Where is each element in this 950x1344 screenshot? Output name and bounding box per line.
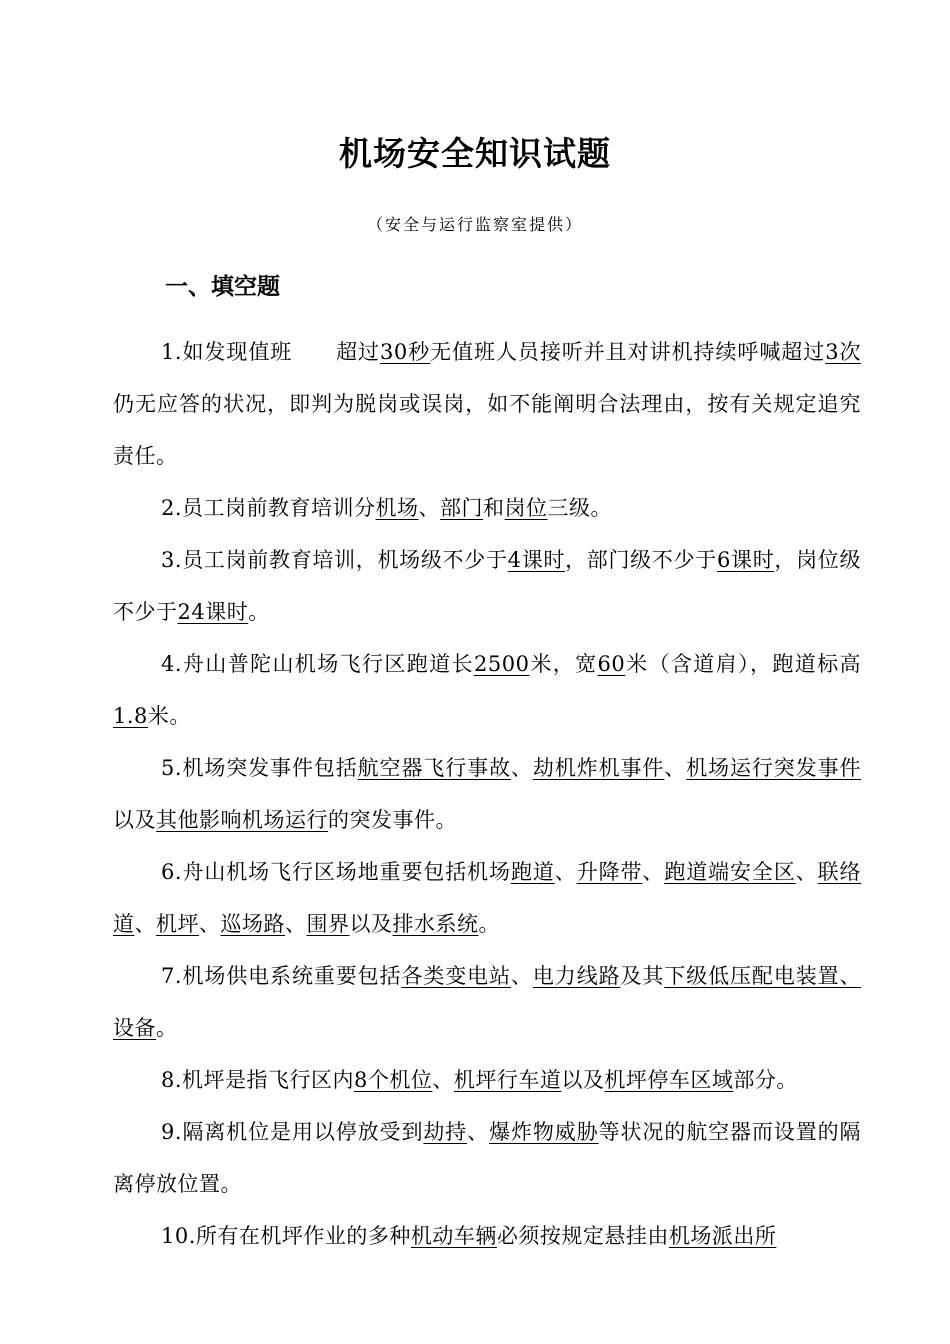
page-subtitle: （安全与运行监察室提供） (366, 215, 583, 234)
question-text: 、 (795, 860, 818, 884)
question-text: 4.舟山普陀山机场飞行区跑道长 (161, 652, 474, 676)
question-text: 以及 (561, 1068, 605, 1092)
question-text: 7.机场供电系统重要包括 (161, 964, 402, 988)
question-list (113, 326, 861, 1262)
question-text: 10.所有在机坪作业的多种 (161, 1224, 411, 1248)
question-text: 、 (664, 756, 687, 780)
question-item (113, 950, 861, 1054)
question-item (113, 742, 861, 846)
answer-blank: 跑道端安全区 (664, 860, 796, 884)
question-text: 、 (510, 964, 533, 988)
question-text: 、 (642, 860, 665, 884)
question-text: 无值班人员接听并且对讲机持续呼喊超过 (430, 340, 826, 364)
question-text: 3.员工岗前教育培训，机场级不少于 (161, 548, 508, 572)
question-text: 必须按规定悬挂由 (496, 1224, 669, 1248)
answer-blank: 围界 (306, 912, 350, 936)
question-text: 部分。 (733, 1068, 798, 1092)
question-text: 米，宽 (529, 652, 598, 676)
question-item (113, 638, 861, 742)
answer-blank: 跑道 (510, 860, 555, 884)
question-item (113, 534, 861, 638)
answer-blank: 排水系统 (392, 912, 479, 936)
question-text: 仍无应答的状况，即判为脱岗或误岗，如不能阐明合法理由，按有关规定追究责任。 (113, 392, 861, 468)
question-text: 。 (248, 600, 270, 624)
question-text: 米。 (147, 704, 191, 728)
question-text: 以及 (349, 912, 393, 936)
question-text: 及其 (620, 964, 665, 988)
question-text: 以及 (113, 808, 156, 832)
section-heading: 一、填空题 (165, 274, 280, 300)
answer-blank: 部门 (440, 496, 484, 520)
answer-blank: 电力线路 (532, 964, 621, 988)
question-item (113, 326, 861, 482)
answer-blank: 各类变电站 (401, 964, 511, 988)
answer-blank: 机坪停车区域 (604, 1068, 734, 1092)
question-text: 米（含道肩），跑道标高 (625, 652, 862, 676)
answer-blank: 2500 (473, 652, 530, 676)
question-text: 、 (510, 756, 533, 780)
answer-blank: 机坪 (156, 912, 199, 936)
question-item (113, 1054, 861, 1106)
question-text: ，部门级不少于 (565, 548, 717, 572)
question-text: 、 (467, 1120, 490, 1144)
question-item (113, 1106, 861, 1210)
question-text: ，岗位级不少于 (113, 548, 861, 624)
answer-blank: 4课时 (507, 548, 566, 572)
answer-blank: 6课时 (716, 548, 775, 572)
question-item (113, 482, 861, 534)
question-text: 的突发事件。 (328, 808, 457, 832)
question-text: 、 (199, 912, 221, 936)
question-text: 、 (432, 1068, 454, 1092)
question-text: 。 (478, 912, 500, 936)
question-text: 三级。 (547, 496, 613, 520)
answer-blank: 下级低压配电装置、设备 (113, 964, 862, 1040)
question-text: 9.隔离机位是用以停放受到 (161, 1120, 424, 1144)
answer-blank: 升降带 (576, 860, 643, 884)
question-text: 6.舟山机场飞行区场地重要包括机场 (161, 860, 511, 884)
answer-blank: 机场 (375, 496, 419, 520)
question-text: 。 (156, 1016, 178, 1040)
answer-blank: 机场运行突发事件 (686, 756, 862, 780)
answer-blank: 其他影响机场运行 (156, 808, 328, 832)
question-text: 、 (285, 912, 307, 936)
answer-blank: 劫机炸机事件 (532, 756, 665, 780)
answer-blank: 航空器飞行事故 (357, 756, 511, 780)
answer-blank: 机动车辆 (410, 1224, 497, 1248)
answer-blank: 30秒 (380, 340, 431, 364)
question-text: 2.员工岗前教育培训分 (161, 496, 376, 520)
answer-blank: 60 (597, 652, 626, 676)
question-text: 、 (554, 860, 577, 884)
answer-blank: 爆炸物威胁 (489, 1120, 599, 1144)
answer-blank: 8个机位 (354, 1068, 433, 1092)
question-text: 和 (483, 496, 505, 520)
answer-blank: 1.8 (113, 704, 148, 728)
question-text: 、 (134, 912, 156, 936)
answer-blank: 联络道 (113, 860, 862, 936)
answer-blank: 机场派出所 (668, 1224, 777, 1248)
answer-blank: 24课时 (177, 600, 249, 624)
question-item (113, 1210, 861, 1262)
question-text: 等状况的航空器而设置的隔离停放位置。 (113, 1120, 862, 1196)
answer-blank: 3次 (825, 340, 861, 364)
question-text: 、 (418, 496, 441, 520)
answer-blank: 劫持 (423, 1120, 468, 1144)
question-text: 8.机坪是指飞行区内 (161, 1068, 355, 1092)
answer-blank: 巡场路 (220, 912, 285, 936)
question-item (113, 846, 861, 950)
answer-blank: 机坪行车道 (453, 1068, 562, 1092)
question-text: 1.如发现值班 超过 (161, 340, 381, 364)
answer-blank: 岗位 (504, 496, 548, 520)
question-text: 5.机场突发事件包括 (161, 756, 358, 780)
page-title: 机场安全知识试题 (339, 134, 611, 173)
